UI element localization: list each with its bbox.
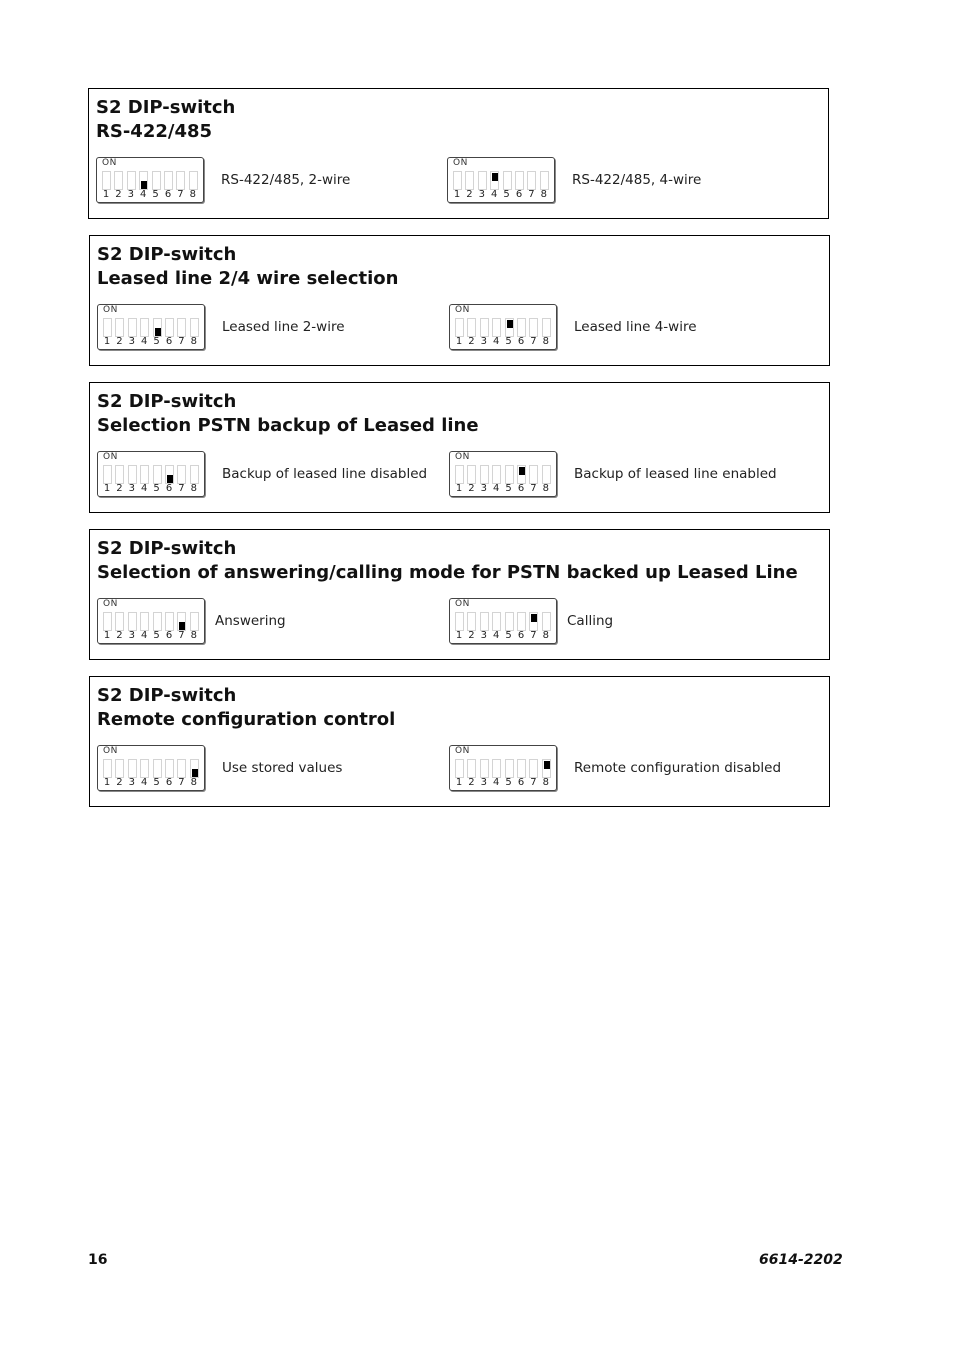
dip-knob: [507, 320, 513, 328]
section-title: [97, 684, 395, 732]
option-label: RS-422/485, 2-wire: [221, 172, 351, 188]
dip-number: 6: [517, 777, 525, 788]
dip-number: 1: [455, 336, 463, 347]
dip-slot-3: [128, 759, 137, 778]
dip-slot-2: [467, 759, 476, 778]
dip-slot-8: [190, 465, 199, 484]
dip-slot-5: [152, 171, 161, 190]
dip-knob: [192, 769, 198, 777]
dip-number: 6: [165, 777, 173, 788]
dip-slot-3: [128, 465, 137, 484]
section-title-line1: S2 DIP-switch: [97, 244, 237, 265]
dip-number: 8: [542, 630, 549, 641]
section-3: [89, 382, 830, 513]
dip-slot-1: [103, 759, 112, 778]
dip-slot-5: [505, 759, 514, 778]
dip-number: 4: [141, 336, 148, 347]
dip-on-label: ON: [103, 452, 118, 462]
dip-slot-5: [505, 612, 514, 631]
dip-slot-4: [139, 171, 148, 190]
dip-knob: [141, 181, 147, 189]
dip-slot-2: [115, 759, 124, 778]
dip-slot-7: [529, 465, 538, 484]
dip-number: 1: [103, 630, 111, 641]
dip-slot-8: [190, 612, 199, 631]
dip-slot-4: [140, 318, 149, 337]
dip-number: 7: [530, 630, 537, 641]
section-title-line1: S2 DIP-switch: [97, 538, 237, 559]
dip-number: 4: [493, 483, 500, 494]
dip-number: 2: [116, 777, 123, 788]
dip-slot-1: [455, 318, 464, 337]
dip-number: 1: [103, 483, 111, 494]
document-number: 6614-2202: [759, 1252, 843, 1268]
page-number: 16: [88, 1252, 108, 1268]
dip-number: 1: [455, 777, 463, 788]
dip-slot-2: [467, 612, 476, 631]
section-5: [89, 676, 830, 807]
dip-number: 7: [178, 483, 185, 494]
dip-number: 8: [190, 336, 197, 347]
dip-slots: [455, 759, 551, 778]
dip-knob: [544, 761, 550, 769]
dip-knob: [179, 622, 185, 630]
dip-slots: [103, 318, 199, 337]
dip-slot-6: [517, 318, 526, 337]
dip-slot-7: [177, 612, 186, 631]
dip-number: 2: [468, 777, 475, 788]
dip-number: 5: [153, 777, 160, 788]
dip-knob: [492, 173, 498, 181]
dip-slot-8: [542, 759, 551, 778]
dip-number: 3: [478, 189, 485, 200]
dip-slot-5: [153, 465, 162, 484]
option-label: Remote configuration disabled: [574, 760, 782, 776]
dip-slot-5: [153, 318, 162, 337]
dip-number: 5: [152, 189, 159, 200]
dip-number: 6: [165, 630, 173, 641]
dip-number: 8: [542, 483, 549, 494]
dip-slot-6: [517, 612, 526, 631]
dip-number: 5: [153, 483, 160, 494]
option-label: Leased line 2-wire: [222, 319, 345, 335]
dip-slot-5: [503, 171, 512, 190]
dip-slot-8: [190, 759, 199, 778]
dip-switch-diagram: [447, 157, 555, 203]
dip-number: 3: [480, 777, 487, 788]
dip-number: 4: [493, 630, 500, 641]
dip-slot-8: [542, 465, 551, 484]
dip-number: 8: [190, 483, 197, 494]
dip-slot-4: [492, 465, 501, 484]
dip-number: 5: [503, 189, 510, 200]
dip-number: 1: [455, 483, 463, 494]
dip-on-label: ON: [103, 746, 118, 756]
dip-number: 2: [466, 189, 473, 200]
dip-slot-2: [467, 318, 476, 337]
dip-number: 4: [140, 189, 147, 200]
dip-number: 1: [103, 336, 111, 347]
dip-number: 8: [190, 630, 197, 641]
dip-slot-1: [453, 171, 462, 190]
dip-number: 5: [505, 483, 512, 494]
dip-slot-3: [128, 318, 137, 337]
dip-slot-3: [128, 612, 137, 631]
dip-on-label: ON: [102, 158, 117, 168]
dip-slot-6: [165, 759, 174, 778]
dip-slot-4: [140, 465, 149, 484]
dip-slot-1: [103, 465, 112, 484]
dip-number: 2: [116, 483, 123, 494]
dip-knob: [155, 328, 161, 336]
dip-slot-6: [165, 318, 174, 337]
dip-switch-diagram: [97, 451, 205, 497]
dip-number: 4: [493, 777, 500, 788]
dip-number: 3: [128, 336, 135, 347]
section-2: [89, 235, 830, 366]
dip-slot-1: [103, 318, 112, 337]
dip-number: 3: [480, 630, 487, 641]
dip-slot-6: [165, 465, 174, 484]
dip-slot-4: [140, 612, 149, 631]
option-label: Answering: [215, 613, 286, 629]
option-label: RS-422/485, 4-wire: [572, 172, 702, 188]
dip-slot-3: [480, 465, 489, 484]
dip-slot-8: [542, 318, 551, 337]
dip-number: 1: [455, 630, 463, 641]
section-title-line2: Selection of answering/calling mode for PSTN backed up Leased Line: [97, 562, 798, 583]
option-label: Use stored values: [222, 760, 343, 776]
section-title: [97, 243, 399, 291]
dip-slot-6: [515, 171, 524, 190]
dip-slot-3: [478, 171, 487, 190]
dip-slot-5: [153, 612, 162, 631]
dip-number: 7: [178, 630, 185, 641]
section-title: [97, 390, 479, 438]
dip-number: 7: [530, 483, 537, 494]
dip-number: 6: [517, 630, 525, 641]
dip-slots: [102, 171, 198, 190]
dip-number: 3: [127, 189, 134, 200]
dip-number: 7: [530, 777, 537, 788]
dip-on-label: ON: [455, 305, 470, 315]
dip-slot-3: [480, 318, 489, 337]
option-label: Backup of leased line disabled: [222, 466, 428, 482]
dip-slot-1: [455, 465, 464, 484]
dip-slots: [103, 759, 199, 778]
dip-number: 2: [116, 630, 123, 641]
dip-slot-6: [517, 759, 526, 778]
dip-slot-7: [529, 612, 538, 631]
dip-slot-8: [189, 171, 198, 190]
dip-number: 3: [128, 777, 135, 788]
dip-number: 1: [453, 189, 461, 200]
dip-slot-2: [114, 171, 123, 190]
dip-slot-6: [517, 465, 526, 484]
dip-number: 7: [178, 336, 185, 347]
dip-knob: [167, 475, 173, 483]
dip-slot-7: [177, 759, 186, 778]
section-title-line2: Leased line 2/4 wire selection: [97, 268, 399, 289]
dip-number: 7: [528, 189, 535, 200]
dip-slot-3: [127, 171, 136, 190]
dip-number: 6: [164, 189, 172, 200]
dip-number: 7: [530, 336, 537, 347]
dip-number: 6: [165, 483, 173, 494]
dip-slot-8: [190, 318, 199, 337]
dip-number: 5: [505, 336, 512, 347]
dip-number: 3: [480, 483, 487, 494]
section-title-line1: S2 DIP-switch: [97, 391, 237, 412]
dip-number: 1: [102, 189, 110, 200]
dip-slot-5: [505, 465, 514, 484]
dip-on-label: ON: [455, 746, 470, 756]
dip-number: 3: [128, 630, 135, 641]
dip-slots: [455, 612, 551, 631]
dip-number: 8: [542, 777, 549, 788]
dip-number: 5: [505, 777, 512, 788]
dip-slot-8: [540, 171, 549, 190]
dip-number: 6: [517, 483, 525, 494]
section-title-line1: S2 DIP-switch: [96, 97, 236, 118]
dip-number: 2: [468, 630, 475, 641]
dip-slot-7: [177, 318, 186, 337]
dip-slot-7: [176, 171, 185, 190]
dip-slots: [453, 171, 549, 190]
dip-slot-2: [115, 318, 124, 337]
dip-number: 5: [505, 630, 512, 641]
dip-on-label: ON: [455, 452, 470, 462]
dip-slot-1: [103, 612, 112, 631]
dip-number: 4: [493, 336, 500, 347]
dip-slot-8: [542, 612, 551, 631]
dip-slot-3: [480, 759, 489, 778]
dip-number: 5: [153, 630, 160, 641]
dip-switch-diagram: [97, 745, 205, 791]
option-label: Leased line 4-wire: [574, 319, 697, 335]
dip-slots: [455, 465, 551, 484]
dip-switch-diagram: [449, 745, 557, 791]
dip-slot-1: [455, 612, 464, 631]
dip-slot-6: [165, 612, 174, 631]
dip-slot-7: [529, 759, 538, 778]
dip-number: 8: [190, 777, 197, 788]
dip-number: 2: [468, 483, 475, 494]
dip-slot-4: [492, 759, 501, 778]
dip-number: 8: [540, 189, 547, 200]
section-title-line2: Selection PSTN backup of Leased line: [97, 415, 479, 436]
dip-slot-5: [505, 318, 514, 337]
section-1: [88, 88, 829, 219]
dip-number: 7: [177, 189, 184, 200]
dip-switch-diagram: [97, 304, 205, 350]
dip-on-label: ON: [103, 599, 118, 609]
dip-slot-4: [140, 759, 149, 778]
dip-slot-7: [529, 318, 538, 337]
dip-number: 5: [153, 336, 160, 347]
dip-knob: [519, 467, 525, 475]
dip-on-label: ON: [453, 158, 468, 168]
dip-switch-diagram: [449, 304, 557, 350]
dip-number: 4: [491, 189, 498, 200]
dip-on-label: ON: [103, 305, 118, 315]
dip-slot-2: [115, 612, 124, 631]
dip-slot-2: [467, 465, 476, 484]
dip-number: 6: [165, 336, 173, 347]
dip-switch-diagram: [449, 598, 557, 644]
dip-slot-1: [102, 171, 111, 190]
dip-number: 8: [189, 189, 196, 200]
dip-switch-diagram: [97, 598, 205, 644]
dip-number: 2: [116, 336, 123, 347]
dip-number: 2: [468, 336, 475, 347]
dip-switch-diagram: [449, 451, 557, 497]
section-title: [96, 96, 235, 144]
dip-slot-2: [465, 171, 474, 190]
dip-slot-3: [480, 612, 489, 631]
option-label: Backup of leased line enabled: [574, 466, 777, 482]
section-title-line2: Remote configuration control: [97, 709, 396, 730]
dip-knob: [531, 614, 537, 622]
dip-number: 8: [542, 336, 549, 347]
dip-slot-4: [492, 612, 501, 631]
section-title-line1: S2 DIP-switch: [97, 685, 237, 706]
dip-on-label: ON: [455, 599, 470, 609]
section-title: [97, 537, 798, 585]
dip-slots: [455, 318, 551, 337]
dip-slot-7: [527, 171, 536, 190]
dip-slot-5: [153, 759, 162, 778]
section-4: [89, 529, 830, 660]
dip-number: 2: [115, 189, 122, 200]
dip-slot-7: [177, 465, 186, 484]
dip-slots: [103, 465, 199, 484]
dip-slot-6: [164, 171, 173, 190]
dip-slot-4: [492, 318, 501, 337]
dip-switch-diagram: [96, 157, 204, 203]
section-title-line2: RS-422/485: [96, 121, 213, 142]
dip-slot-4: [490, 171, 499, 190]
dip-number: 6: [515, 189, 523, 200]
dip-number: 6: [517, 336, 525, 347]
dip-number: 4: [141, 483, 148, 494]
dip-slot-1: [455, 759, 464, 778]
dip-number: 7: [178, 777, 185, 788]
dip-slots: [103, 612, 199, 631]
dip-slot-2: [115, 465, 124, 484]
dip-number: 4: [141, 777, 148, 788]
dip-number: 4: [141, 630, 148, 641]
option-label: Calling: [567, 613, 614, 629]
dip-number: 1: [103, 777, 111, 788]
dip-number: 3: [128, 483, 135, 494]
dip-number: 3: [480, 336, 487, 347]
